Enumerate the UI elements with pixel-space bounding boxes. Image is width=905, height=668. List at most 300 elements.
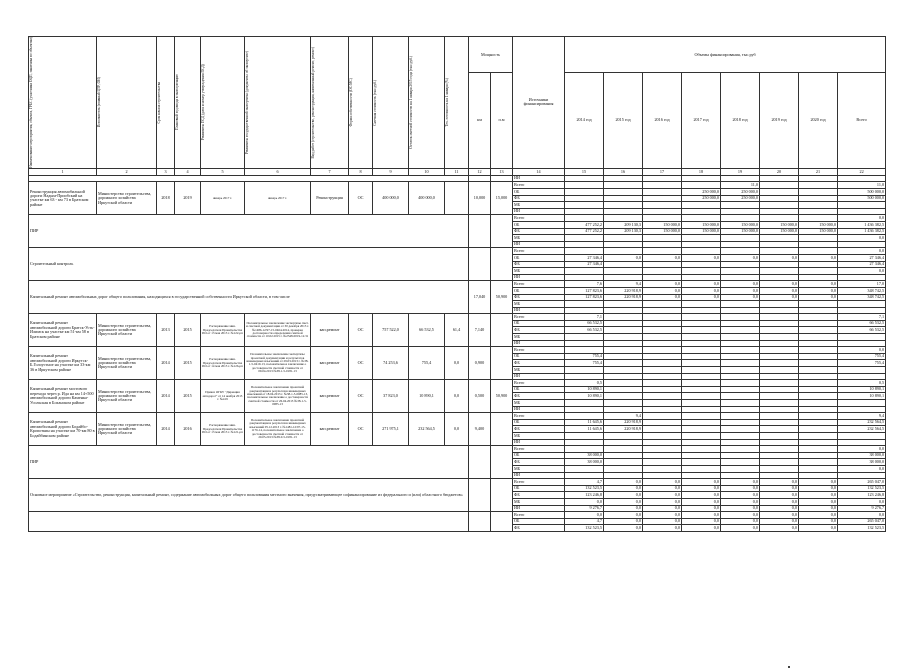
total-cell — [838, 400, 886, 407]
year-value-cell: 0,0 — [799, 294, 838, 301]
year-value-cell: 0,0 — [643, 498, 682, 505]
total-cell: 10 890,1 — [838, 386, 886, 393]
year-value-cell — [604, 307, 643, 314]
object-name: Капитальный ремонт автомобильной дороги Бодайбо-Кропоткин на участке км 70-км 80 в Бодайбинском районе — [29, 413, 97, 446]
table-row — [29, 175, 886, 182]
year-value-cell — [721, 235, 760, 242]
year-value-cell — [760, 182, 799, 189]
section-name: ПИР — [29, 446, 469, 479]
source-label: ФБ — [513, 459, 565, 466]
object-ownership: ОС — [349, 347, 373, 380]
year-value-cell — [565, 413, 604, 420]
year-value-cell — [721, 406, 760, 413]
year-value-cell: 150 000,0 — [760, 228, 799, 235]
total-cell: 10 890,1 — [838, 393, 886, 400]
year-value-cell: 477 252,2 — [565, 221, 604, 228]
section-length-km — [469, 446, 491, 479]
year-value-cell — [721, 393, 760, 400]
year-value-cell — [799, 241, 838, 248]
year-value-cell — [682, 446, 721, 453]
year-value-cell — [565, 248, 604, 255]
year-value-cell — [682, 386, 721, 393]
object-expertise: Положительное заключение проектной документации и результатов инженерных изысканий 05.12.2013 г. №1481-12/97-15-1176-14, положительное заключение о достоверности сметной стоимости от 20.05.2013 №38-0-5-0181-13 — [245, 413, 311, 446]
section-length-km — [469, 248, 491, 281]
object-length-km: 7,140 — [469, 314, 491, 347]
table-row — [29, 215, 886, 222]
year-value-cell — [721, 472, 760, 479]
year-value-cell — [721, 320, 760, 327]
year-value-cell — [799, 248, 838, 255]
year-value-cell: 250 000,0 — [682, 195, 721, 202]
year-value-cell: 0,0 — [604, 498, 643, 505]
year-value-cell — [643, 406, 682, 413]
year-value-cell: 0,0 — [643, 479, 682, 486]
year-value-cell: 0,0 — [682, 294, 721, 301]
year-value-cell — [643, 261, 682, 268]
total-cell — [838, 334, 886, 341]
year-value-cell: 0,0 — [721, 281, 760, 288]
year-value-cell: 0,0 — [760, 485, 799, 492]
source-label: ФБ — [513, 228, 565, 235]
year-value-cell — [760, 261, 799, 268]
year-value-cell — [682, 241, 721, 248]
year-value-cell — [643, 235, 682, 242]
year-value-cell — [565, 175, 604, 182]
year-value-cell — [604, 465, 643, 472]
object-end-year: 2015 — [175, 347, 201, 380]
year-value-cell — [682, 393, 721, 400]
section-name: ПИР — [29, 215, 469, 248]
header-name: Наименование мероприятия, объекта, ГРБС (участника ОЦП, заказчика по объектам) — [29, 37, 33, 168]
year-value-cell — [604, 248, 643, 255]
year-value-cell — [799, 393, 838, 400]
year-value-cell — [760, 459, 799, 466]
year-value-cell: 0,0 — [721, 525, 760, 532]
object-start-year: 2014 — [157, 380, 175, 413]
year-value-cell: 0,0 — [760, 492, 799, 499]
source-label: ИИ — [513, 373, 565, 380]
year-value-cell — [760, 393, 799, 400]
year-value-cell — [565, 340, 604, 347]
total-cell: 232 564,5 — [838, 426, 886, 433]
year-value-cell — [604, 459, 643, 466]
year-value-cell: 10 890,1 — [565, 386, 604, 393]
year-value-cell — [565, 472, 604, 479]
year-value-cell — [721, 334, 760, 341]
year-value-cell — [565, 406, 604, 413]
header-total: Всего — [838, 73, 886, 168]
source-label: Всего — [513, 215, 565, 222]
col-index: 19 — [721, 168, 760, 175]
year-value-cell — [799, 208, 838, 215]
year-value-cell — [682, 426, 721, 433]
object-length-pm: 50,900 — [491, 380, 513, 413]
year-value-cell — [721, 347, 760, 354]
year-value-cell: 250 000,0 — [721, 189, 760, 196]
object-executor: Министерство строительства, дорожного хозяйства Иркутской области — [97, 347, 157, 380]
col-index: 4 — [175, 168, 201, 175]
year-value-cell — [760, 386, 799, 393]
section-length-km — [469, 479, 491, 512]
header-funding: Объемы финансирования, тыс.руб — [565, 37, 886, 73]
year-value-cell — [799, 386, 838, 393]
year-value-cell — [721, 340, 760, 347]
year-value-cell: 150 000,0 — [721, 221, 760, 228]
header-pm: п.м — [491, 73, 513, 168]
year-value-cell: 209 130,3 — [604, 228, 643, 235]
header-year-2014: 2014 год — [565, 73, 604, 168]
year-value-cell: 4,7 — [565, 479, 604, 486]
year-value-cell — [604, 373, 643, 380]
year-value-cell — [643, 472, 682, 479]
total-cell: 755,4 — [838, 360, 886, 367]
year-value-cell — [643, 393, 682, 400]
year-value-cell: 10 890,1 — [565, 393, 604, 400]
year-value-cell — [682, 347, 721, 354]
year-value-cell — [682, 248, 721, 255]
year-value-cell — [682, 327, 721, 334]
year-value-cell: 220 918,9 — [604, 426, 643, 433]
object-name: Капитальный ремонт мостового перехода через р. Ида на км 14+500 автомобильной дороги Каменка-Усольская в Боханском районе — [29, 380, 97, 413]
year-value-cell — [604, 380, 643, 387]
total-cell: 1 436 382,5 — [838, 221, 886, 228]
year-value-cell — [643, 327, 682, 334]
budget-table-sheet — [28, 36, 885, 636]
year-value-cell — [643, 208, 682, 215]
year-value-cell: 0,0 — [682, 512, 721, 519]
year-value-cell — [799, 439, 838, 446]
year-value-cell — [760, 432, 799, 439]
col-index: 2 — [97, 168, 157, 175]
source-label: ОБ — [513, 189, 565, 196]
year-value-cell — [799, 301, 838, 308]
object-psd: Приказ ОГКУ "Дирекция автодорог" от 14 ноября 2013 г. №419 — [201, 380, 245, 413]
year-value-cell — [565, 307, 604, 314]
source-label: ФБ — [513, 327, 565, 334]
section-length-km — [469, 175, 491, 182]
year-value-cell — [643, 432, 682, 439]
source-label: ОБ — [513, 518, 565, 525]
total-cell: 348 742,5 — [838, 294, 886, 301]
year-value-cell — [604, 360, 643, 367]
total-cell — [838, 340, 886, 347]
source-label: ИИ — [513, 406, 565, 413]
object-cost: 74 253,6 — [373, 347, 409, 380]
year-value-cell — [604, 175, 643, 182]
section-length-km: 17,040 — [469, 281, 491, 314]
year-value-cell: 0,0 — [799, 479, 838, 486]
year-value-cell — [760, 419, 799, 426]
source-label: МБ — [513, 432, 565, 439]
section-name: Капитальный ремонт автомобильных дорог общего пользования, находящихся в государственной собственности Иркутской области, в том числе — [29, 281, 469, 314]
year-value-cell — [721, 268, 760, 275]
year-value-cell — [565, 195, 604, 202]
year-value-cell — [604, 235, 643, 242]
year-value-cell — [643, 182, 682, 189]
year-value-cell — [643, 353, 682, 360]
year-value-cell: 0,0 — [565, 512, 604, 519]
year-value-cell: 0,0 — [682, 505, 721, 512]
year-value-cell: 9 276,7 — [565, 505, 604, 512]
year-value-cell — [565, 439, 604, 446]
table-row — [29, 248, 886, 255]
year-value-cell — [721, 274, 760, 281]
year-value-cell: 755,4 — [565, 353, 604, 360]
year-value-cell — [682, 202, 721, 209]
year-value-cell — [565, 235, 604, 242]
year-value-cell — [721, 439, 760, 446]
year-value-cell — [682, 182, 721, 189]
year-value-cell — [682, 261, 721, 268]
year-value-cell — [721, 248, 760, 255]
year-value-cell — [799, 268, 838, 275]
col-index: 15 — [565, 168, 604, 175]
year-value-cell — [604, 406, 643, 413]
year-value-cell — [604, 215, 643, 222]
year-value-cell: 0,0 — [799, 492, 838, 499]
year-value-cell — [721, 367, 760, 374]
total-cell: 0,0 — [838, 347, 886, 354]
year-value-cell — [643, 340, 682, 347]
year-value-cell — [565, 347, 604, 354]
year-value-cell — [604, 340, 643, 347]
year-value-cell — [643, 380, 682, 387]
source-label: МБ — [513, 465, 565, 472]
year-value-cell — [682, 353, 721, 360]
section-length-pm — [491, 215, 513, 248]
year-value-cell — [760, 380, 799, 387]
header-expertise: Реквизиты государственной экспертизы (документы об экспертизе) — [245, 50, 249, 154]
total-cell: 7,1 — [838, 314, 886, 321]
source-label: Всего — [513, 413, 565, 420]
year-value-cell — [643, 452, 682, 459]
object-executor: Министерство строительства, дорожного хозяйства Иркутской области — [97, 380, 157, 413]
year-value-cell — [565, 202, 604, 209]
source-label: ФБ — [513, 195, 565, 202]
header-year-2016: 2016 год — [643, 73, 682, 168]
year-value-cell — [721, 446, 760, 453]
table-row — [29, 413, 886, 420]
year-value-cell: 132 523,5 — [565, 525, 604, 532]
year-value-cell: 127 823,6 — [565, 287, 604, 294]
source-label: ОБ — [513, 452, 565, 459]
year-value-cell — [604, 334, 643, 341]
year-value-cell: 0,0 — [565, 498, 604, 505]
year-value-cell — [760, 301, 799, 308]
year-value-cell — [760, 235, 799, 242]
object-length-pm — [491, 314, 513, 347]
financing-table — [28, 36, 886, 532]
year-value-cell: 0,0 — [799, 518, 838, 525]
object-work-type: кап.ремонт — [311, 347, 349, 380]
total-cell: 0,0 — [838, 498, 886, 505]
year-value-cell: 477 252,2 — [565, 228, 604, 235]
year-value-cell — [799, 419, 838, 426]
year-value-cell — [721, 400, 760, 407]
year-value-cell — [643, 215, 682, 222]
total-cell: 755,4 — [838, 353, 886, 360]
object-length-km: 9,400 — [469, 413, 491, 446]
year-value-cell — [799, 353, 838, 360]
col-index: 6 — [245, 168, 311, 175]
total-cell: 0,0 — [838, 215, 886, 222]
year-value-cell — [799, 261, 838, 268]
year-value-cell — [721, 465, 760, 472]
year-value-cell: 0,0 — [643, 505, 682, 512]
year-value-cell — [643, 426, 682, 433]
header-year-2018: 2018 год — [721, 73, 760, 168]
col-index: 12 — [469, 168, 491, 175]
year-value-cell: 0,0 — [682, 254, 721, 261]
section-length-pm — [491, 479, 513, 512]
object-readiness: 0,0 — [445, 347, 469, 380]
year-value-cell: 0,0 — [682, 498, 721, 505]
year-value-cell — [643, 189, 682, 196]
year-value-cell — [643, 248, 682, 255]
year-value-cell: 0,0 — [682, 287, 721, 294]
year-value-cell: 123 246,8 — [565, 492, 604, 499]
total-cell: 38 000,0 — [838, 452, 886, 459]
year-value-cell — [799, 235, 838, 242]
year-value-cell: 9,4 — [604, 281, 643, 288]
year-value-cell — [682, 175, 721, 182]
year-value-cell: 0,0 — [643, 287, 682, 294]
year-value-cell: 150 000,0 — [643, 221, 682, 228]
year-value-cell: 0,0 — [604, 485, 643, 492]
total-cell: 132 523,5 — [838, 525, 886, 532]
year-value-cell — [799, 175, 838, 182]
total-cell: 132 523,5 — [838, 485, 886, 492]
year-value-cell — [721, 426, 760, 433]
source-label: ИИ — [513, 439, 565, 446]
year-value-cell — [682, 413, 721, 420]
year-value-cell: 0,0 — [643, 254, 682, 261]
source-label: ФБ — [513, 492, 565, 499]
year-value-cell: 0,0 — [760, 505, 799, 512]
year-value-cell — [799, 406, 838, 413]
year-value-cell — [643, 334, 682, 341]
year-value-cell — [799, 274, 838, 281]
year-value-cell: 0,0 — [721, 505, 760, 512]
object-name: Капитальный ремонт автомобильной дороги Братск-Усть-Илимск на участке км 51-км 58 в Братском районе — [29, 314, 97, 347]
source-label: МБ — [513, 202, 565, 209]
table-row — [29, 182, 886, 189]
source-label: МБ — [513, 235, 565, 242]
year-value-cell — [643, 307, 682, 314]
year-value-cell — [799, 347, 838, 354]
year-value-cell — [604, 327, 643, 334]
year-value-cell — [721, 327, 760, 334]
year-value-cell — [565, 301, 604, 308]
total-cell — [838, 274, 886, 281]
source-label: Всего — [513, 446, 565, 453]
year-value-cell — [760, 248, 799, 255]
col-index: 13 — [491, 168, 513, 175]
year-value-cell — [643, 465, 682, 472]
total-cell: 27 346,4 — [838, 254, 886, 261]
header-start: Срок начала строительства — [157, 81, 161, 124]
year-value-cell: 150 000,0 — [721, 228, 760, 235]
year-value-cell: 0,0 — [643, 281, 682, 288]
total-cell: 0,0 — [838, 512, 886, 519]
year-value-cell — [604, 432, 643, 439]
object-start-year: 2014 — [157, 413, 175, 446]
object-ownership: ОС — [349, 380, 373, 413]
year-value-cell: 0,0 — [760, 498, 799, 505]
source-label: ФБ — [513, 360, 565, 367]
source-label: МБ — [513, 400, 565, 407]
object-expertise: Положительное заключение проектной документации и результатов инженерных изысканий от 18.04.2013 г. №38-1-5-0085-13, положительное заключение о достоверности сметной стоимости от 26.04.2013 №38-1-5-0085-13 — [245, 380, 311, 413]
year-value-cell: 755,4 — [565, 360, 604, 367]
col-index: 7 — [311, 168, 349, 175]
source-label: Всего — [513, 248, 565, 255]
year-value-cell — [760, 406, 799, 413]
year-value-cell — [799, 360, 838, 367]
object-expertise: Положительное заключение экспертизы смет. и сметной документации от 30 декабря 2013 г. №1486-12/97-15-0464-2014, проверка достоверности определения сметной стоимости от 10.02.2015 г. №2548-0019-12.31 — [245, 314, 311, 347]
year-value-cell: 7,6 — [565, 281, 604, 288]
year-value-cell — [682, 340, 721, 347]
total-cell: 0,0 — [838, 248, 886, 255]
object-ownership: ОС — [349, 314, 373, 347]
header-year-2020: 2020 год — [799, 73, 838, 168]
total-cell — [838, 439, 886, 446]
year-value-cell — [799, 426, 838, 433]
source-label: ИИ — [513, 472, 565, 479]
year-value-cell — [643, 459, 682, 466]
col-index: 17 — [643, 168, 682, 175]
year-value-cell — [760, 452, 799, 459]
total-cell: 11,0 — [838, 182, 886, 189]
object-length-pm — [491, 347, 513, 380]
source-label: ОБ — [513, 386, 565, 393]
year-value-cell — [760, 426, 799, 433]
section-length-pm — [491, 446, 513, 479]
object-executor: Министерство строительства, дорожного хозяйства Иркутской области — [97, 182, 157, 215]
source-label: Всего — [513, 347, 565, 354]
section-length-km — [469, 215, 491, 248]
year-value-cell — [760, 268, 799, 275]
total-cell: 66 532,5 — [838, 320, 886, 327]
year-value-cell — [643, 175, 682, 182]
year-value-cell: 0,0 — [799, 485, 838, 492]
year-value-cell: 0,0 — [604, 505, 643, 512]
year-value-cell: 0,0 — [721, 492, 760, 499]
year-value-cell: 0,0 — [760, 479, 799, 486]
object-psd: Распоряжение мин. Председателя Правительства ИО от 13 мая 2013 г. №122-рп — [201, 314, 245, 347]
year-value-cell: 0,0 — [760, 525, 799, 532]
year-value-cell: 0,0 — [799, 287, 838, 294]
year-value-cell — [565, 208, 604, 215]
year-value-cell — [604, 268, 643, 275]
source-label: Всего — [513, 281, 565, 288]
year-value-cell — [799, 413, 838, 420]
year-value-cell: 0,0 — [760, 254, 799, 261]
year-value-cell: 0,0 — [604, 512, 643, 519]
source-label: Всего — [513, 182, 565, 189]
object-executor: Министерство строительства, дорожного хозяйства Иркутской области — [97, 314, 157, 347]
year-value-cell — [682, 360, 721, 367]
total-cell: 0,0 — [838, 465, 886, 472]
year-value-cell — [799, 202, 838, 209]
col-index: 5 — [201, 168, 245, 175]
year-value-cell: 11 645,6 — [565, 419, 604, 426]
year-value-cell — [643, 202, 682, 209]
year-value-cell — [760, 307, 799, 314]
total-cell: 0,0 — [838, 446, 886, 453]
year-value-cell — [604, 314, 643, 321]
year-value-cell: 0,0 — [643, 294, 682, 301]
year-value-cell — [565, 400, 604, 407]
